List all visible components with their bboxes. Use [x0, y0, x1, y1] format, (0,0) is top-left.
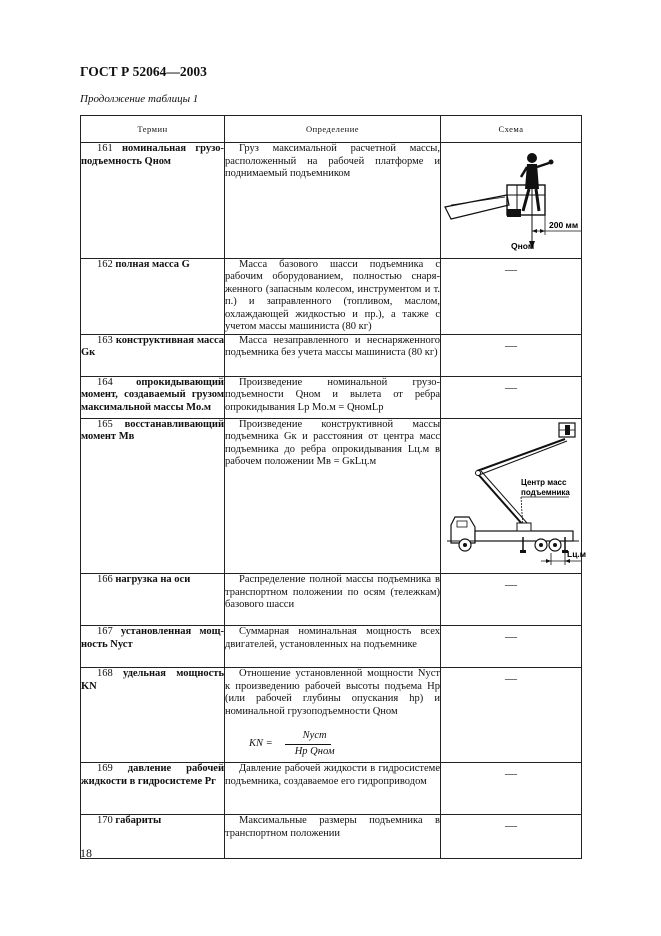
term-number: 165: [97, 418, 113, 430]
schema-cell: [441, 143, 582, 259]
schema-dash: —: [505, 337, 517, 352]
definition-cell: Давление рабочей жидкости в гидросистеме подъемника, создаваемое его гидроприводом: [225, 763, 441, 815]
formula-numerator: Nуст: [285, 730, 331, 745]
terms-table: [80, 115, 587, 859]
formula-lhs: KN =: [249, 737, 273, 749]
term-cell: [81, 143, 225, 259]
center-mass-label-2: подъемника: [521, 487, 570, 497]
load-label-q: Qном: [511, 241, 535, 251]
schema-dash: —: [505, 261, 517, 276]
column-header-term: Термин: [81, 116, 225, 143]
schema-cell: [441, 376, 582, 418]
term-text: нагрузка на оси: [115, 574, 191, 585]
term-cell: [81, 376, 225, 418]
term-number: 167: [97, 626, 113, 637]
term-number: 164: [97, 376, 113, 388]
table-row: [81, 668, 582, 763]
table-header-row: [81, 116, 582, 143]
term-cell: [81, 574, 225, 626]
term-text: давление рабочей жидкости в гидросистеме Pг: [81, 763, 224, 787]
term-cell: [81, 626, 225, 668]
term-cell: [81, 258, 225, 334]
dim-label-200: 200 мм: [549, 220, 579, 230]
term-cell: [81, 334, 225, 376]
schema-cell: [441, 574, 582, 626]
specific-power-formula: [235, 730, 440, 758]
term-number: 163: [97, 334, 113, 346]
term-text: номинальная грузоподъемность Qном: [81, 143, 224, 167]
table-row: [81, 574, 582, 626]
definition-cell: Груз максимальной расчетной массы, расположенный на рабочей платформе и поднимаемый подъемником: [225, 143, 441, 259]
table-row: [81, 418, 582, 574]
schema-cell: [441, 334, 582, 376]
schema-cell: [441, 763, 582, 815]
term-cell: [81, 815, 225, 859]
definition-cell: [225, 668, 441, 763]
term-text: полная масса G: [115, 258, 190, 270]
term-number: 161: [97, 143, 113, 154]
schema-dash: —: [505, 818, 517, 832]
term-number: 169: [97, 763, 113, 774]
definition-text: Отношение установленной мощности Nуст к произведению рабочей высоты подъема Hр (или рабочей глубины опускания hр) и номинальной грузоподъемности Qном: [225, 668, 440, 717]
platform-load-diagram: [441, 143, 582, 253]
formula-denominator: Hр Qном: [294, 745, 335, 757]
term-number: 162: [97, 258, 113, 270]
table-row: [81, 143, 582, 259]
center-mass-label-1: Центр масс: [521, 477, 567, 487]
term-cell: [81, 763, 225, 815]
column-header-definition: Определение: [225, 116, 441, 143]
term-text: габариты: [115, 815, 162, 826]
table-row: [81, 763, 582, 815]
table-continuation-caption: Продолжение таблицы 1: [80, 93, 199, 105]
schema-cell: [441, 418, 587, 574]
schema-dash: —: [505, 577, 517, 591]
definition-cell: Масса базового шасси подъемника с рабочим оборудованием, полностью снаряженного (запасным колесом, инструментом и т. п.) и заправленного (топливом, маслом, охлаждающей жидкостью и пр.), а также с учетом массы машиниста (80 кг): [225, 258, 440, 332]
formula-fraction: [277, 730, 339, 758]
schema-dash: —: [505, 629, 517, 643]
document-header: ГОСТ Р 52064—2003: [80, 64, 207, 79]
term-cell: [81, 418, 225, 574]
term-text: конструктивная масса Gк: [81, 334, 225, 358]
schema-cell: [441, 626, 582, 668]
schema-cell: [441, 815, 582, 859]
dim-label-l: Lц.м: [567, 548, 587, 559]
term-text: опрокидывающий момент, создаваемый грузом максимальной массы Mо.м: [81, 376, 224, 413]
term-number: 168: [97, 668, 113, 679]
term-cell: [81, 668, 225, 763]
definition-cell: Произведение номинальной грузоподъемности Qном и вылета от ребра опрокидывания Lр Mо.м = QномLр: [225, 376, 441, 418]
definition-cell: Произведение конструктивной массы подъемника Gк и расстояния от центра масс подъемника до ребра опрокидывания Lц.м в рабочем положении Mв = GкLц.м: [225, 418, 441, 574]
truck-lift-diagram: [441, 419, 587, 569]
schema-cell: [441, 258, 582, 334]
definition-cell: Суммарная номинальная мощность всех двигателей, установленных на подъемнике: [225, 626, 441, 668]
table-row: [81, 626, 582, 668]
table-row: [81, 376, 582, 418]
column-header-schema: Схема: [441, 116, 582, 143]
term-text: установленная мощность Nуст: [81, 626, 224, 650]
schema-dash: —: [505, 766, 517, 780]
table-row: [81, 258, 582, 334]
term-text: удельная мощность KN: [81, 668, 224, 692]
term-text: восстанавливающий момент Mв: [81, 418, 224, 442]
definition-cell: Распределение полной массы подъемника в транспортном положении по осям (тележкам) базового шасси: [225, 574, 441, 626]
schema-dash: —: [505, 379, 517, 394]
schema-dash: —: [505, 671, 517, 685]
table-row: [81, 815, 582, 859]
term-number: 166: [97, 574, 113, 585]
term-number: 170: [97, 815, 113, 826]
table-row: [81, 334, 582, 376]
definition-cell: Масса незаправленного и неснаряженного подъемника без учета массы машиниста (80 кг): [225, 334, 441, 376]
page-number: 18: [80, 846, 92, 860]
definition-cell: Максимальные размеры подъемника в транспортном положении: [225, 815, 441, 859]
schema-cell: [441, 668, 582, 763]
